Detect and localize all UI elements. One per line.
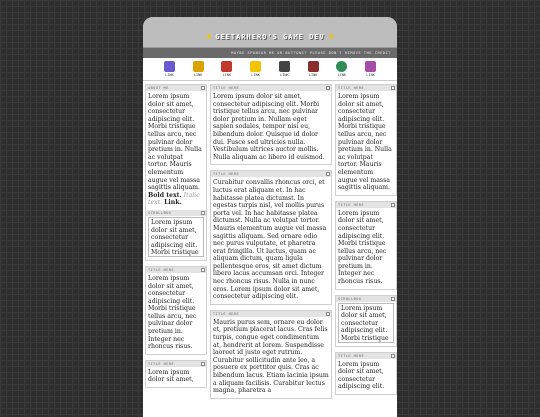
nav-link-label: LINK: [251, 73, 260, 77]
nav-link-label: LINK: [165, 73, 174, 77]
heart-icon: [365, 61, 376, 72]
content-box: [210, 310, 332, 399]
box-title-text: TITLE HERE: [338, 202, 365, 207]
box-title-text: ABOUT ME: [148, 86, 169, 90]
expand-icon[interactable]: [326, 172, 330, 176]
book-icon: [308, 61, 319, 72]
box-body: Lorem ipsum dolor sit amet,: [148, 368, 194, 384]
expand-icon[interactable]: [391, 354, 395, 358]
folder-icon: [193, 61, 204, 72]
scrollbox[interactable]: Lorem ipsum dolor sit amet, consectetur adipiscing elit. Morbi tristique: [148, 217, 204, 257]
nav-link-computer[interactable]: [164, 61, 175, 77]
box-body: Mauris purus sem, ornare eu dolor et, pretium placerat lacus. Cras felis turpis, congue eget condimentum at, hendrerit at lorem. Suspendisse laoreet id justo eget rutrum. Curabitur sollicitudin ante leo, a posuere ex porttitor quis. Cras ac bibendum lacus. Etiam lacinia ipsum a aliquam facilisis. Curabitur lectus magna, pharetra a: [213, 318, 329, 395]
right-column: [335, 84, 397, 404]
nav-link-book[interactable]: [308, 61, 319, 77]
scrollbox-title: [146, 210, 206, 216]
about-text: Lorem ipsum dolor sit amet, consectetur adipiscing elit. Morbi tristique tellus arcu, nec pulvinar dolor pretium in. Nulla ac volutpat tortor. Mauris elementum augue vel massa sagittis aliquam.: [148, 93, 202, 192]
scrollbox-title: [336, 296, 396, 302]
nav-link-heart[interactable]: [365, 61, 376, 77]
italic-text: Italic text.: [148, 191, 200, 207]
expand-icon[interactable]: [201, 86, 205, 90]
content-box: [210, 84, 332, 165]
star-icon: ★: [327, 32, 335, 41]
nav-link-label: LINK: [280, 73, 289, 77]
bell-icon: [250, 61, 261, 72]
nav-link-folder[interactable]: [193, 61, 204, 77]
box-body: Lorem ipsum dolor sit amet, consectetur adipiscing elit. Morbi tristique tellus arcu, nec pulvinar dolor pretium in. Nullam eget sapien sodales, tempor nisi eu, bibendum dolor. Quisque id dolor dui. Fusce sed ultricies nulla. Vestibulum ultrices auctor mollis. Nulla aliquam ac libero id euismod.: [213, 93, 325, 161]
box-title: [336, 85, 396, 91]
box-body: Lorem ipsum dolor sit amet, consectetur adipiscing elit.: [338, 360, 385, 391]
computer-icon: [164, 61, 175, 72]
nav-link-camera[interactable]: [279, 61, 290, 77]
nav-link-label: LINK: [308, 73, 318, 77]
content-box: [335, 84, 397, 196]
middle-column: [210, 84, 332, 404]
expand-icon[interactable]: [326, 86, 330, 90]
box-title: [336, 202, 396, 208]
content-box: [335, 352, 397, 395]
box-body: [146, 91, 206, 210]
nav-link-globe[interactable]: [336, 61, 347, 77]
left-column: [145, 84, 207, 404]
box-title: [211, 85, 331, 91]
content-columns: [143, 81, 397, 404]
box-title-text: SCROLLBOX: [148, 210, 172, 215]
expand-icon[interactable]: [391, 297, 395, 301]
expand-icon[interactable]: [326, 312, 330, 316]
box-title-text: TITLE HERE: [213, 86, 240, 90]
expand-icon[interactable]: [201, 268, 205, 272]
box-title-text: TITLE HERE: [213, 172, 240, 177]
box-title-text: TITLE HERE: [338, 353, 365, 358]
nav-link-notebook[interactable]: [221, 61, 232, 77]
globe-icon: [336, 61, 347, 72]
box-title-text: TITLE HERE: [148, 361, 175, 366]
nav-link-label: LINK: [193, 73, 203, 77]
camera-icon: [279, 61, 290, 72]
box-title-text: TITLE HERE: [213, 311, 240, 316]
about-box: [145, 84, 207, 261]
box-body: Lorem ipsum dolor sit amet, consectetur adipiscing elit. Morbi tristique tellus arcu, nec pulvinar dolor pretium in. Integer nec rhoncus risus.: [338, 209, 387, 286]
expand-icon[interactable]: [391, 203, 395, 207]
box-title: [211, 171, 331, 177]
box-body: Lorem ipsum dolor sit amet, consectetur adipiscing elit. Morbi tristique tellus arcu, nec pulvinar dolor pretium in. Nulla ac volutpat tortor. Mauris elementum augue vel massa sagittis aliquam.: [338, 93, 392, 192]
bold-text: Bold text.: [148, 191, 182, 199]
content-box: [145, 360, 207, 388]
box-body: Lorem ipsum dolor sit amet, consectetur adipiscing elit. Morbi tristique tellus arcu, nec pulvinar dolor pretium in. Integer nec rhoncus risus.: [148, 274, 197, 351]
content-box: [210, 170, 332, 305]
scrollbox[interactable]: Lorem ipsum dolor sit amet, consectetur adipiscing elit. Morbi tristique: [338, 303, 394, 343]
box-title-text: SCROLLBOX: [338, 296, 362, 301]
notebook-icon: [221, 61, 232, 72]
content-box: [335, 201, 397, 290]
box-title-text: TITLE HERE: [338, 86, 365, 90]
box-title: [211, 311, 331, 317]
site-title: GEETARHERO'S GAME DEV: [215, 32, 325, 41]
link-bar: [143, 58, 397, 81]
header-subtitle: MAYBE SPONSOR ME OR BUTTONS? PLEASE DON'T REMOVE THE CREDIT: [143, 48, 397, 58]
content-box: [145, 266, 207, 355]
expand-icon[interactable]: [201, 362, 205, 366]
box-title: [146, 361, 206, 367]
scrollbox-box: [335, 295, 397, 347]
nav-link-bell[interactable]: [250, 61, 261, 77]
box-body: Curabitur convallis rhoncus orci, et luctus erat aliquam et. In hac habitasse platea dictumst. In egestas turpis nisl, vel mollis purus porta vel. In hac habitasse platea dictumst. Nulla ac volutpat tortor. Mauris elementum augue vel massa sagittis aliquam. Sed ornare odio nec purus vulputate, et pharetra erat fringilla. Ut luctus, quam ac aliquam dictum, quam ligula pellentesque eros, sit amet dictum libero lacus accumsan orci. Integer nec rhoncus risus. Nulla in nunc eros. Lorem ipsum dolor sit amet, consectetur adipiscing elit.: [213, 179, 327, 301]
box-title-text: TITLE HERE: [148, 267, 175, 272]
box-title: [336, 353, 396, 359]
expand-icon[interactable]: [391, 86, 395, 90]
text-link[interactable]: Link.: [164, 199, 182, 207]
page-container: [143, 17, 397, 417]
box-title: [146, 267, 206, 273]
expand-icon[interactable]: [201, 211, 205, 215]
star-icon: ★: [205, 32, 213, 41]
box-title: [146, 85, 206, 91]
nav-link-label: LINK: [366, 73, 375, 77]
nav-link-label: LINK: [337, 73, 347, 77]
nav-link-label: LINK: [222, 73, 232, 77]
site-header: [143, 17, 397, 48]
